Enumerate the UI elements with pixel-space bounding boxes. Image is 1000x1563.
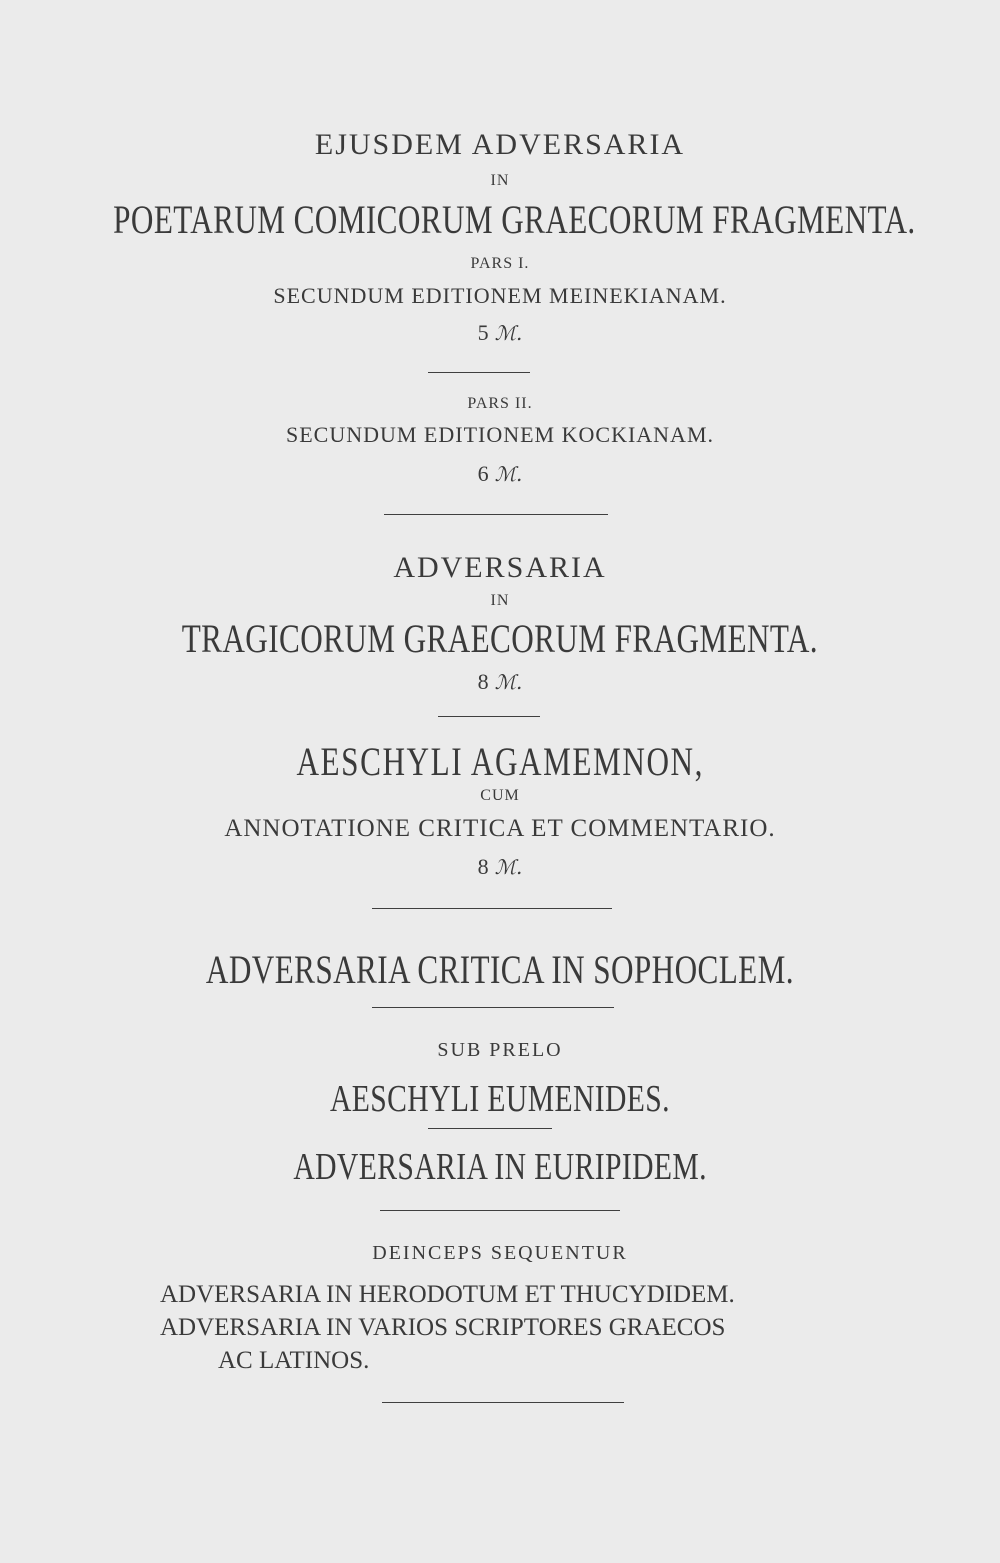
divider bbox=[428, 1128, 552, 1129]
title-text: POETARUM COMICORUM GRAECORUM FRAGMENTA. bbox=[113, 197, 916, 242]
part-2-label: PARS II. bbox=[467, 395, 533, 412]
part-1-price bbox=[0, 320, 1000, 346]
title-text: ADVERSARIA CRITICA IN SOPHOCLEM. bbox=[205, 947, 794, 992]
title-text: TRAGICORUM GRAECORUM FRAGMENTA. bbox=[181, 616, 819, 661]
title-text: AESCHYLI AGAMEMNON, bbox=[296, 739, 704, 784]
mark-symbol: ℳ. bbox=[494, 321, 523, 345]
conjunction-cum: CUM bbox=[480, 787, 520, 804]
divider bbox=[372, 1007, 614, 1008]
divider bbox=[382, 1402, 624, 1403]
price-value: 5 bbox=[477, 320, 489, 345]
conjunction-in: IN bbox=[490, 592, 510, 609]
title-euripidem bbox=[0, 1145, 1000, 1189]
title-text: AESCHYLI EUMENIDES. bbox=[329, 1078, 671, 1120]
forthcoming-line-3: AC LATINOS. bbox=[218, 1347, 370, 1374]
forthcoming-line-1: ADVERSARIA IN HERODOTUM ET THUCYDIDEM. bbox=[160, 1281, 735, 1308]
part-2-edition: SECUNDUM EDITIONEM KOCKIANAM. bbox=[285, 422, 715, 447]
part-1-label: PARS I. bbox=[470, 255, 530, 272]
divider bbox=[438, 716, 540, 717]
part-1-edition: SECUNDUM EDITIONEM MEINEKIANAM. bbox=[273, 283, 727, 308]
divider bbox=[372, 908, 612, 909]
label-sub-prelo: SUB PRELO bbox=[437, 1039, 563, 1061]
title-aeschyli-agamemnon bbox=[0, 738, 1000, 785]
price bbox=[0, 669, 1000, 695]
conjunction-in: IN bbox=[490, 172, 510, 189]
forthcoming-line-2: ADVERSARIA IN VARIOS SCRIPTORES GRAECOS bbox=[160, 1314, 726, 1341]
title-poetarum-comicorum bbox=[0, 196, 1000, 243]
price-value: 8 bbox=[477, 854, 489, 879]
subtitle-annotatione: ANNOTATIONE CRITICA ET COMMENTARIO. bbox=[224, 815, 776, 842]
heading-ejusdem-adversaria: EJUSDEM ADVERSARIA bbox=[314, 128, 686, 161]
price-value: 8 bbox=[477, 669, 489, 694]
divider bbox=[384, 514, 608, 515]
divider bbox=[380, 1210, 620, 1211]
title-tragicorum bbox=[0, 615, 1000, 662]
price bbox=[0, 854, 1000, 880]
part-2-price bbox=[0, 461, 1000, 487]
mark-symbol: ℳ. bbox=[494, 670, 523, 694]
label-deinceps-sequentur: DEINCEPS SEQUENTUR bbox=[372, 1242, 628, 1264]
heading-adversaria: ADVERSARIA bbox=[393, 551, 607, 584]
price-value: 6 bbox=[477, 461, 489, 486]
divider bbox=[428, 372, 530, 373]
mark-symbol: ℳ. bbox=[494, 855, 523, 879]
mark-symbol: ℳ. bbox=[494, 462, 523, 486]
title-eumenides bbox=[0, 1077, 1000, 1121]
title-text: ADVERSARIA IN EURIPIDEM. bbox=[293, 1146, 707, 1188]
title-sophoclem bbox=[0, 946, 1000, 993]
